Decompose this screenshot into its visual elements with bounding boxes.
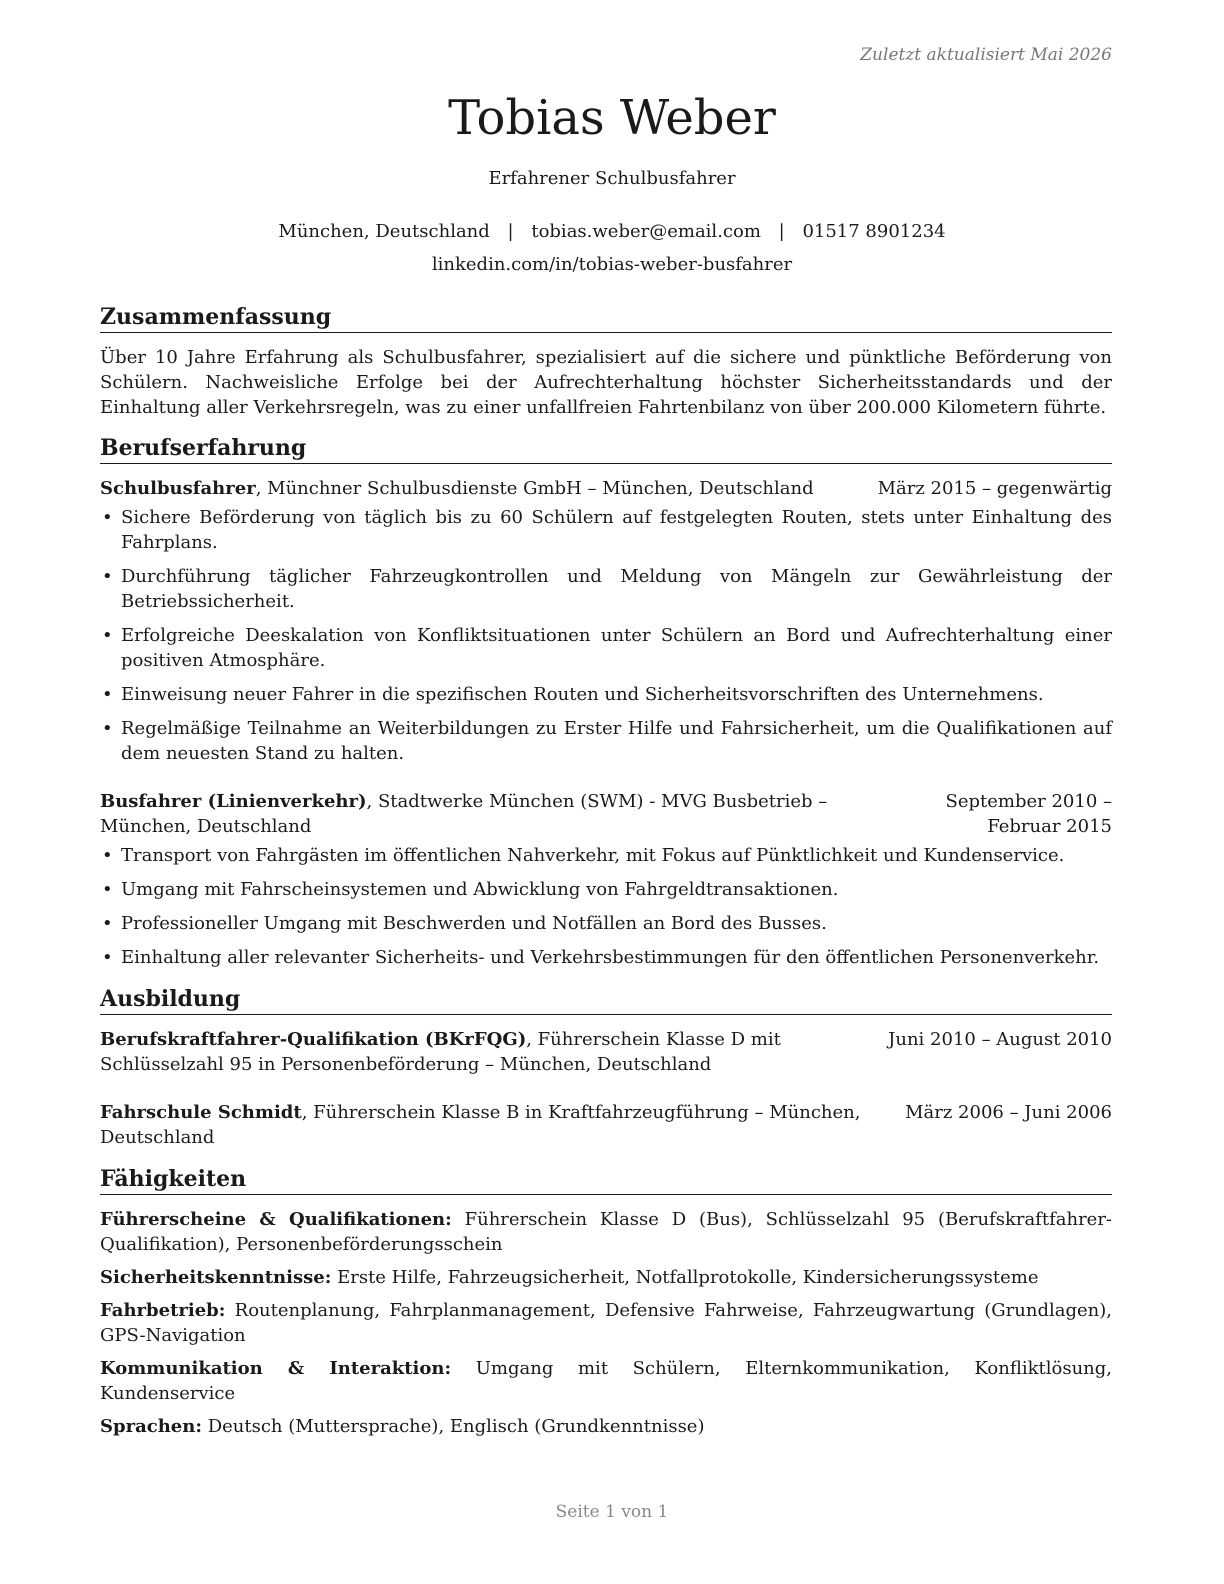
job-role: Busfahrer (Linienverkehr) [100,791,367,812]
education-details: , Führerschein Klasse D mit Schlüsselzahl 95 in Personenbeförderung – München, Deutschland [100,1029,781,1075]
job-dates: September 2010 – Februar 2015 [945,791,1112,837]
job-employer: , Münchner Schulbusdienste GmbH – München, Deutschland [255,478,814,499]
skill-text: Deutsch (Muttersprache), Englisch (Grundkenntnisse) [201,1416,705,1437]
bullet-dot: • [102,845,113,866]
education-header [100,1027,1112,1077]
skill-text: Umgang mit Schülern, Elternkommunikation, Konfliktlösung, Kundenservice [100,1358,1112,1404]
skill-label: Sicherheitskenntnisse: [100,1267,332,1288]
job-header [100,476,1112,501]
summary-section [100,302,1112,420]
skill-text: Routenplanung, Fahrplanmanagement, Defensive Fahrweise, Fahrzeugwartung (Grundlagen), GPS-Navigation [100,1300,1112,1346]
bullet-item: • Regelmäßige Teilnahme an Weiterbildungen zu Erster Hilfe und Fahrsicherheit, um die Qualifikationen auf dem neuesten Stand zu halten. [102,718,1112,764]
skill-item [100,1298,1112,1348]
last-updated: Zuletzt aktualisiert Mai 2026 [860,45,1112,65]
section-title-summary: Zusammenfassung [100,302,1112,333]
bullet-item: • Professioneller Umgang mit Beschwerden und Notfällen an Bord des Busses. [102,913,827,934]
job-header [100,789,1112,839]
education-details: , Führerschein Klasse B in Kraftfahrzeugführung – München, Deutschland [100,1102,861,1148]
bullet-item: • Umgang mit Fahrscheinsystemen und Abwicklung von Fahrgeldtransaktionen. [102,879,839,900]
bullet-item: • Einhaltung aller relevanter Sicherheits- und Verkehrsbestimmungen für den öffentlichen Personenverkehr. [102,947,1100,968]
bullet-dot: • [102,566,113,587]
bullet-item: • Transport von Fahrgästen im öffentlichen Nahverkehr, mit Fokus auf Pünktlichkeit und Kundenservice. [102,845,1065,866]
education-name: Berufskraftfahrer-Qualifikation (BKrFQG) [100,1029,527,1050]
separator: | [507,221,514,242]
email-link[interactable]: tobias.weber@email.com [531,221,761,242]
bullet-item: • Einweisung neuer Fahrer in die spezifischen Routen und Sicherheitsvorschriften des Unternehmens. [102,684,1044,705]
phone: 01517 8901234 [802,221,946,242]
job-entry [100,476,1112,766]
bullet-dot: • [102,879,113,900]
education-entry [100,1027,1112,1077]
skill-label: Sprachen: [100,1416,202,1437]
skill-label: Führerscheine & Qualifikationen: [100,1209,452,1230]
summary-text: Über 10 Jahre Erfahrung als Schulbusfahrer, spezialisiert auf die sichere und pünktliche Beförderung von Schülern. Nachweisliche Erfolge bei der Aufrechterhaltung höchster Sicherheitsstandards und der Einhaltung aller Verkehrsregeln, was zu einer unfallfreien Fahrtenbilanz von über 200.000 Kilometern führte. [100,347,1112,418]
education-entry [100,1100,1112,1150]
bullet-item: • Durchführung täglicher Fahrzeugkontrollen und Meldung von Mängeln zur Gewährleistung der Betriebssicherheit. [102,566,1112,612]
page-number: Seite 1 von 1 [555,1502,669,1522]
candidate-name: Tobias Weber [448,90,776,146]
resume-body [100,302,1112,1447]
section-title-experience: Berufserfahrung [100,433,1112,464]
bullet-dot: • [102,913,113,934]
location: München, Deutschland [278,221,490,242]
job-bullets [100,843,1112,970]
experience-section [100,433,1112,970]
section-title-skills: Fähigkeiten [100,1164,1112,1195]
job-employer: , Stadtwerke München (SWM) - MVG Busbetrieb – München, Deutschland [100,791,828,837]
job-bullets [100,505,1112,766]
job-entry [100,789,1112,970]
skill-text: Erste Hilfe, Fahrzeugsicherheit, Notfallprotokolle, Kindersicherungssysteme [331,1267,1039,1288]
education-dates: März 2006 – Juni 2006 [905,1102,1112,1123]
bullet-item: • Sichere Beförderung von täglich bis zu 60 Schülern auf festgelegten Routen, stets unter Einhaltung des Fahrplans. [102,507,1112,553]
section-title-education: Ausbildung [100,984,1112,1015]
skills-section [100,1164,1112,1439]
bullet-dot: • [102,947,113,968]
job-title: Erfahrener Schulbusfahrer [488,168,736,189]
skill-item [100,1414,1112,1439]
education-description [100,1027,880,1077]
bullet-dot: • [102,684,113,705]
education-description [100,1100,880,1150]
education-header [100,1100,1112,1150]
job-description [100,789,880,839]
skill-label: Kommunikation & Interaktion: [100,1358,452,1379]
linkedin-link[interactable]: linkedin.com/in/tobias-weber-busfahrer [431,254,793,275]
bullet-dot: • [102,718,113,739]
job-description [100,476,878,501]
skill-item [100,1356,1112,1406]
bullet-dot: • [102,507,113,528]
education-section [100,984,1112,1150]
education-dates: Juni 2010 – August 2010 [888,1029,1112,1050]
skill-item [100,1207,1112,1257]
job-role: Schulbusfahrer [100,478,256,499]
skill-item [100,1265,1112,1290]
contact-line [0,219,1224,244]
bullet-dot: • [102,625,113,646]
education-name: Fahrschule Schmidt [100,1102,302,1123]
job-dates: März 2015 – gegenwärtig [877,478,1112,499]
skill-label: Fahrbetrieb: [100,1300,226,1321]
separator: | [778,221,785,242]
skill-text: Führerschein Klasse D (Bus), Schlüsselzahl 95 (Berufskraftfahrer-Qualifikation), Personenbeförderungsschein [100,1209,1113,1255]
bullet-item: • Erfolgreiche Deeskalation von Konfliktsituationen unter Schülern an Bord und Aufrechterhaltung einer positiven Atmosphäre. [102,625,1112,671]
